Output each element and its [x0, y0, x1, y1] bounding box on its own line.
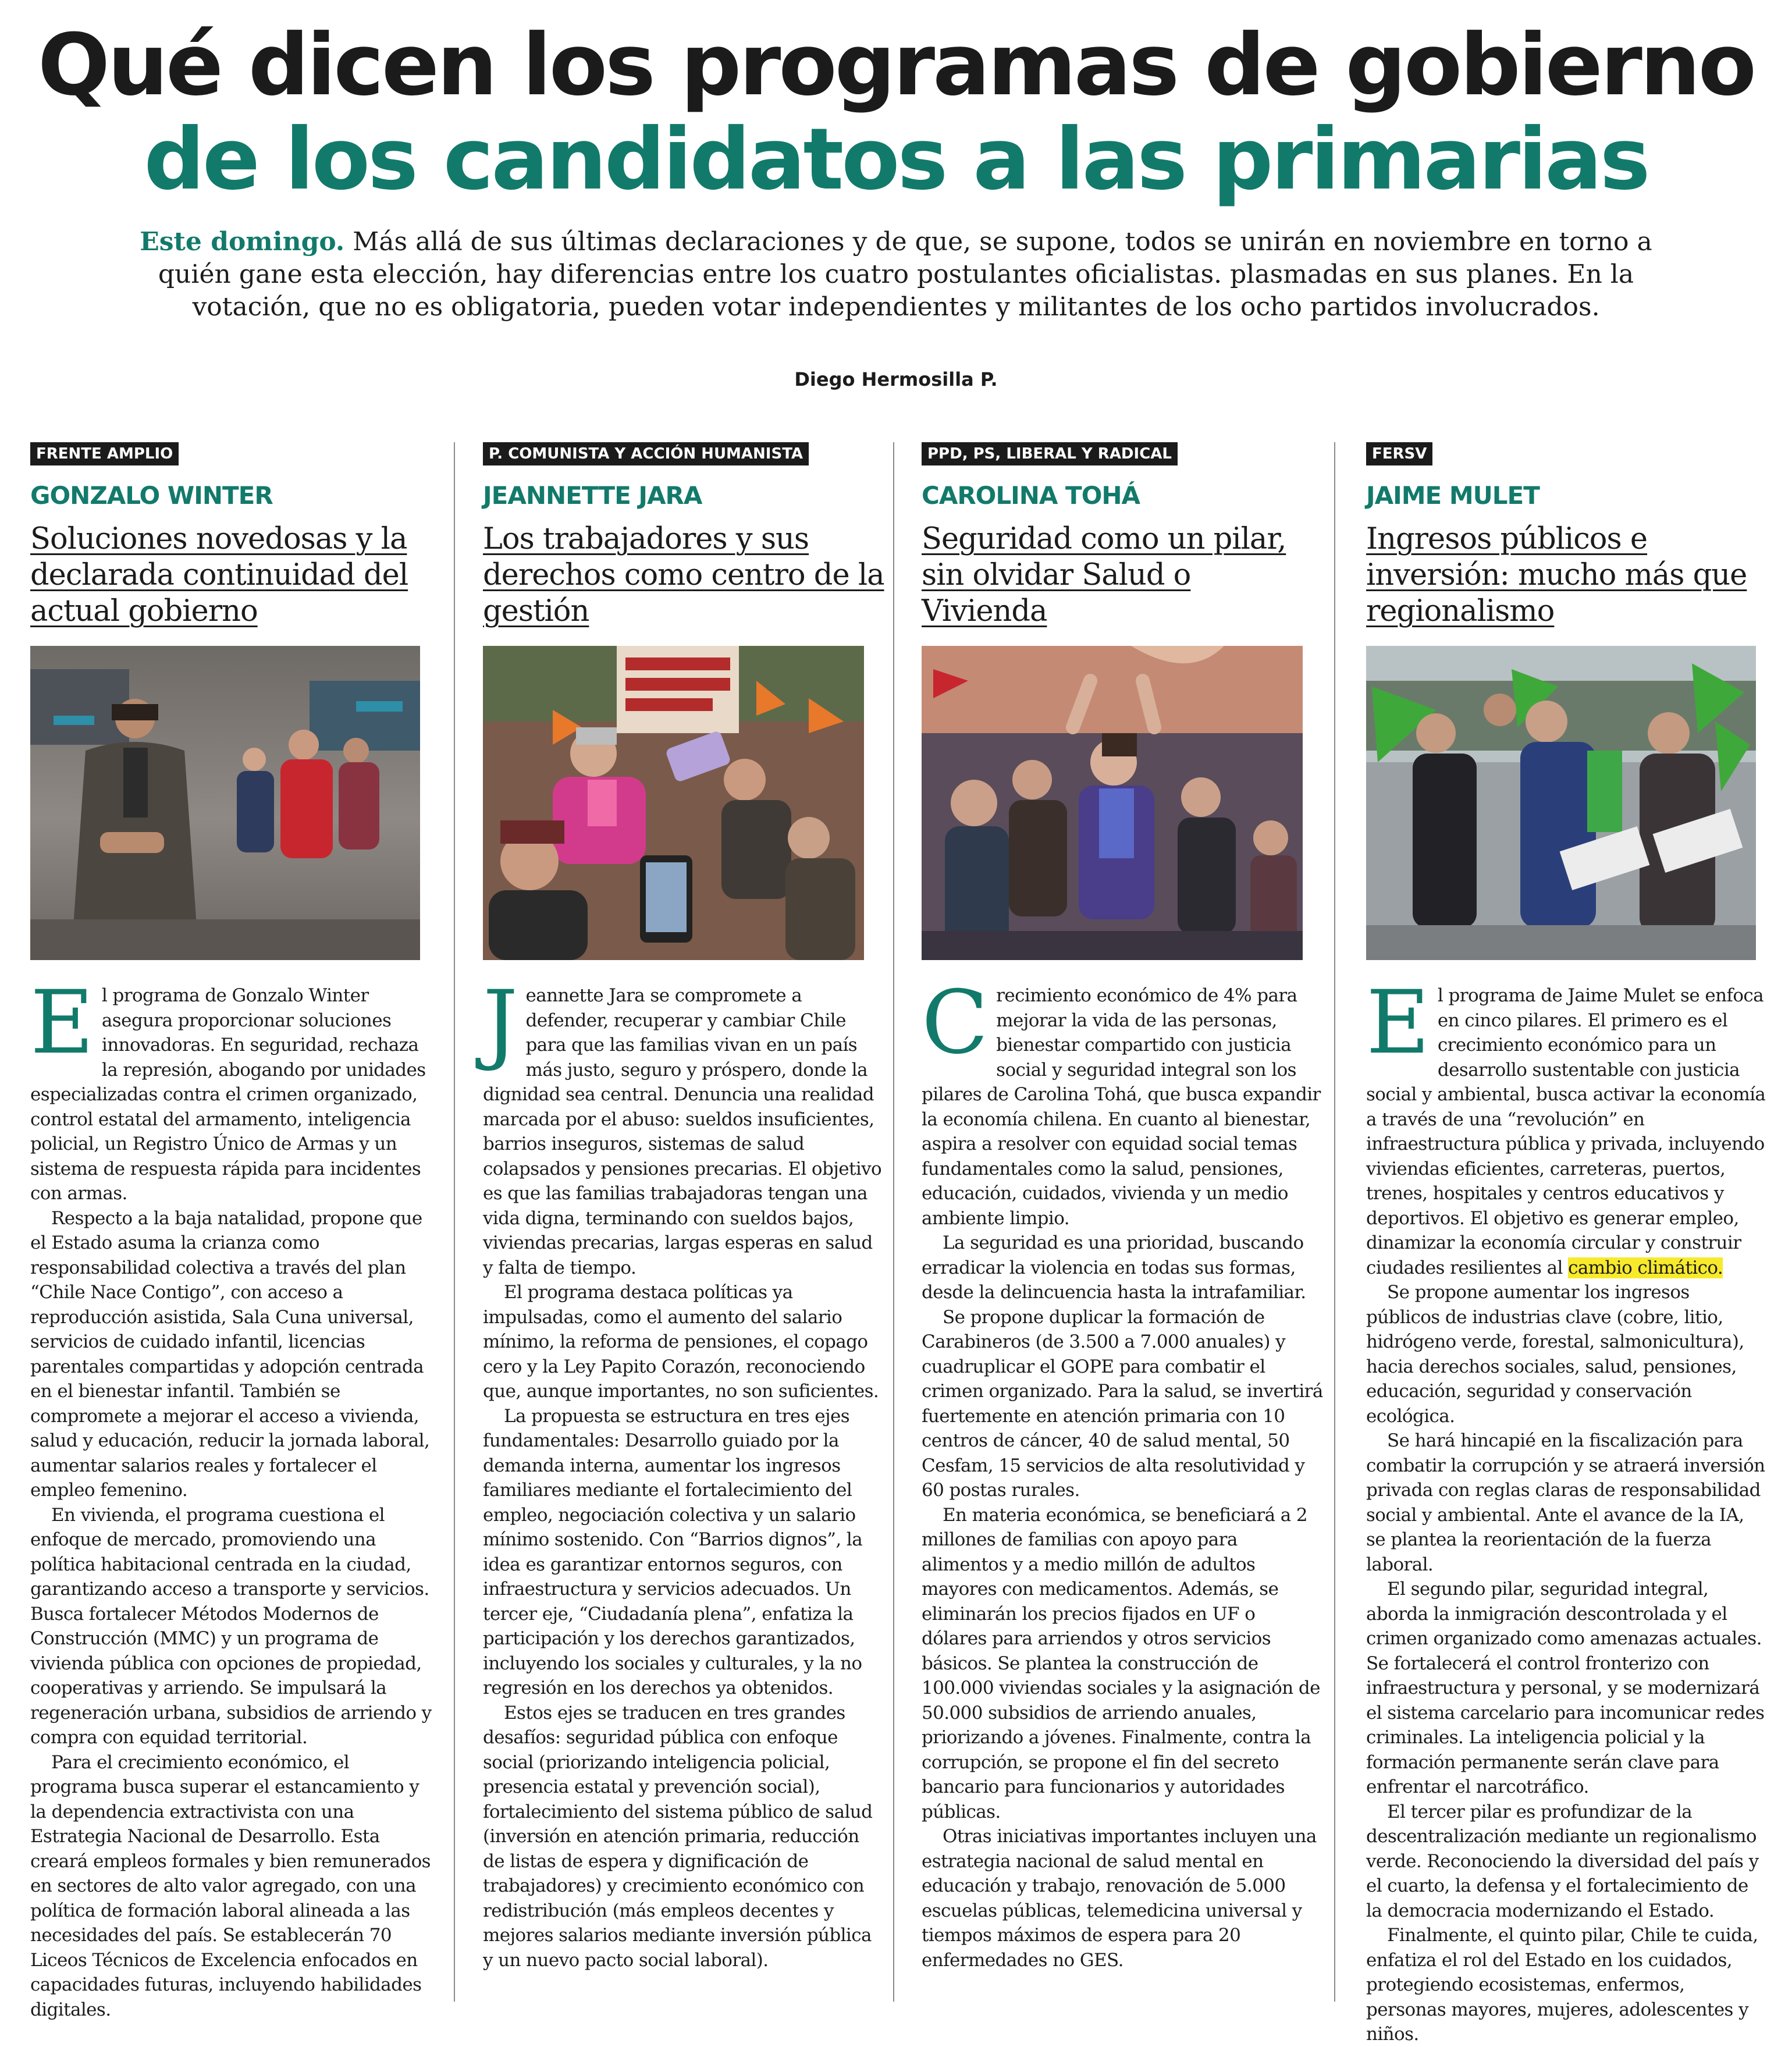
body-paragraph: Para el crecimiento económico, el programa busca superar el estancamiento y la dependencia extractivista con una Estrategia Nacional de Desarrollo. Esta creará empleos formales y bien remunerados en sectores de alto valor agregado, con una política de formación laboral alineada a las necesidades del país. Se establecerán 70 Liceos Técnicos de Excelencia enfocados en capacidades futuras, incluyendo habilidades digitales. [30, 1751, 431, 2020]
column-body [483, 972, 884, 1973]
body-paragraph: Crecimiento económico de 4% para mejorar la vida de las personas, bienestar compartido con justicia social y seguridad integral son los pilares de Carolina Tohá, que busca expandir la economía chilena. En cuanto al bienestar, aspira a resolver con equidad social temas fundamentales como la salud, pensiones, educación, cuidados, vivienda y un medio ambiente limpio. [922, 972, 1321, 1229]
body-paragraph: En materia económica, se beneficiará a 2 millones de familias con apoyo para alimentos y a medio millón de adultos mayores con medicamentos. Además, se eliminarán los precios fijados en UF o dólares para arriendos y otros servicios básicos. Se plantea la construcción de 100.000 viviendas sociales y la asignación de 50.000 subsidios de arriendo anuales, priorizando a jóvenes. Finalmente, contra la corrupción, se propone el fin del secreto bancario para funcionarios y autoridades públicas. [922, 1504, 1320, 1822]
rally-photo-icon [30, 646, 420, 960]
column-headline: Los trabajadores y sus derechos como centro de la gestión [483, 522, 884, 628]
column-body [1366, 972, 1768, 2045]
candidate-column-jara [483, 442, 884, 2013]
column-headline: Seguridad como un pilar, sin olvidar Salud o Vivienda [922, 522, 1286, 628]
body-paragraph: El programa destaca políticas ya impulsadas, como el aumento del salario mínimo, la reforma de pensiones, el copago cero y la Ley Papito Corazón, reconociendo que, aunque importantes, no son suficientes. [483, 1282, 879, 1402]
article-title-line-1: Qué dicen los programas de gobierno [37, 16, 1755, 115]
candidate-photo [1366, 646, 1756, 960]
drop-cap: E [1366, 972, 1430, 1074]
candidate-name: CAROLINA TOHÁ [922, 481, 1140, 510]
drop-cap: C [922, 972, 989, 1074]
candidate-photo [483, 646, 864, 960]
body-paragraph: El tercer pilar es profundizar de la descentralización mediante un regionalismo verde. Reconociendo la diversidad del país y el cuarto, la defensa y el fortalecimiento de la democracia modernizando el Estado. [1366, 1801, 1759, 1921]
body-paragraph: Finalmente, el quinto pilar, Chile te cuida, enfatiza el rol del Estado en los cuidados, protegiendo ecosistemas, enfermos, personas mayores, mujeres, adolescentes y niños. [1366, 1925, 1758, 2045]
body-paragraph: Estos ejes se traducen en tres grandes desafíos: seguridad pública con enfoque social (priorizando inteligencia policial, presencia estatal y prevención social), fortalecimiento del sistema público de salud (inversión en atención primaria, reducción de listas de espera y dignificación de trabajadores) y crecimiento económico con redistribución (más empleos decentes y mejores salarios mediante inversión pública y un nuevo pacto social laboral). [483, 1702, 873, 1971]
candidate-name: JEANNETTE JARA [483, 481, 702, 510]
drop-cap: E [30, 972, 94, 1074]
body-paragraph: Otras iniciativas importantes incluyen una estrategia nacional de salud mental en educación y trabajo, renovación de 5.000 escuelas públicas, telemedicina universal y tiempos máximos de espera para 20 enfermedades no GES. [922, 1826, 1317, 1971]
article-title-line-2: de los candidatos a las primarias [144, 110, 1648, 209]
body-paragraph: Jeannette Jara se compromete a defender, recuperar y cambiar Chile para que las familias vivan en un país más justo, seguro y próspero, donde la dignidad sea central. Denuncia una realidad marcada por el abuso: sueldos insuficientes, barrios inseguros, sistemas de salud colapsados y pensiones precarias. El objetivo es que las familias trabajadoras tengan una vida digna, terminando con sueldos bajos, viviendas precarias, largas esperas en salud y falta de tiempo. [483, 972, 882, 1278]
lead-label: Este domingo. [140, 227, 345, 257]
column-divider [454, 442, 455, 2002]
column-headline: Ingresos públicos e inversión: mucho más que regionalismo [1366, 522, 1747, 628]
party-tag: P. COMUNISTA Y ACCIÓN HUMANISTA [483, 442, 809, 465]
candidate-column-toha [922, 442, 1323, 2013]
candidate-name: JAIME MULET [1366, 481, 1539, 510]
column-divider [893, 442, 894, 2002]
lead-text: Más allá de sus últimas declaraciones y de que, se supone, todos se unirán en noviembre en torno a quién gane esta elección, hay diferencias entre los cuatro postulantes oficialistas. plasmadas en sus planes. En la votación, que no es obligatoria, pueden votar independientes y militantes de los ocho partidos involucrados. [158, 227, 1652, 322]
column-body [30, 972, 432, 2020]
party-tag: FERSV [1366, 442, 1432, 465]
party-tag: FRENTE AMPLIO [30, 442, 179, 465]
column-body [922, 972, 1323, 1973]
rally-photo-icon [1366, 646, 1756, 960]
body-paragraph: Se propone aumentar los ingresos públicos de industrias clave (cobre, litio, hidrógeno verde, forestal, salmonicultura), hacia derechos sociales, salud, pensiones, educación, seguridad y conservación ecológica. [1366, 1282, 1744, 1427]
byline: Diego Hermosilla P. [794, 368, 998, 390]
body-paragraph: La seguridad es una prioridad, buscando erradicar la violencia en todas sus formas, desde la delincuencia hasta la intrafamiliar. [922, 1232, 1306, 1303]
body-paragraph: Respecto a la baja natalidad, propone que el Estado asuma la crianza como responsabilidad colectiva a través del plan “Chile Nace Contigo”, con acceso a reproducción asistida, Sala Cuna universal, servicios de cuidado infantil, licencias parentales compartidas y adopción centrada en el bienestar infantil. También se compromete a mejorar el acceso a vivienda, salud y educación, reducir la jornada laboral, aumentar salarios reales y fortalecer el empleo femenino. [30, 1207, 430, 1501]
highlighted-text: cambio climático. [1568, 1257, 1723, 1278]
candidate-photo [922, 646, 1303, 960]
body-paragraph: La propuesta se estructura en tres ejes fundamentales: Desarrollo guiado por la demanda interna, aumentar los ingresos familiares mediante el fortalecimiento del empleo, negociación colectiva y un salario mínimo sostenido. Con “Barrios dignos”, la idea es garantizar entornos seguros, con infraestructura y servicios adecuados. Un tercer eje, “Ciudadanía plena”, enfatiza la participación y los derechos garantizados, incluyendo los sociales y culturales, y la no regresión en los derechos ya obtenidos. [483, 1405, 863, 1698]
candidate-column-mulet [1366, 442, 1768, 2045]
rally-photo-icon [483, 646, 864, 960]
body-paragraph: El programa de Jaime Mulet se enfoca en cinco pilares. El primero es el crecimiento económico para un desarrollo sustentable con justicia social y ambiental, busca activar la economía a través de una “revolución” en infraestructura pública y privada, incluyendo viviendas eficientes, carreteras, puertos, trenes, hospitales y centros educativos y deportivos. El objetivo es generar empleo, dinamizar la economía circular y construir ciudades resilientes al cambio climático. [1366, 972, 1766, 1278]
body-paragraph: En vivienda, el programa cuestiona el enfoque de mercado, promoviendo una política habitacional centrada en la ciudad, garantizando acceso a transporte y servicios. Busca fortalecer Métodos Modernos de Construcción (MMC) y un programa de vivienda pública con opciones de propiedad, cooperativas y arriendo. Se impulsará la regeneración urbana, subsidios de arriendo y compra con equidad territorial. [30, 1504, 432, 1748]
candidate-column-winter [30, 442, 432, 2020]
body-paragraph: El segundo pilar, seguridad integral, aborda la inmigración descontrolada y el crimen organizado como amenazas actuales. Se fortalecerá el control fronterizo con infraestructura y personal, y se modernizará el sistema carcelario para incomunicar redes criminales. La inteligencia policial y la formación permanente serán clave para enfrentar el narcotráfico. [1366, 1579, 1765, 1797]
body-paragraph: Se hará hincapié en la fiscalización para combatir la corrupción y se atraerá inversión privada con reglas claras de responsabilidad social y ambiental. Ante el avance de la IA, se plantea la reorientación de la fuerza laboral. [1366, 1430, 1765, 1575]
candidate-photo [30, 646, 420, 960]
column-divider [1334, 442, 1335, 2002]
drop-cap: J [483, 972, 518, 1074]
article-lead [116, 226, 1676, 324]
column-headline: Soluciones novedosas y la declarada continuidad del actual gobierno [30, 522, 408, 628]
body-paragraph: Se propone duplicar la formación de Carabineros (de 3.500 a 7.000 anuales) y cuadruplicar el GOPE para combatir el crimen organizado. Para la salud, se invertirá fuertemente en atención primaria con 10 centros de cáncer, 40 de salud mental, 50 Cesfam, 15 servicios de alta resolutividad y 60 postas rurales. [922, 1306, 1323, 1501]
candidate-name: GONZALO WINTER [30, 481, 273, 510]
party-tag: PPD, PS, LIBERAL Y RADICAL [922, 442, 1178, 465]
body-paragraph: El programa de Gonzalo Winter asegura proporcionar soluciones innovadoras. En seguridad, rechaza la represión, abogando por unidades especializadas contra el crimen organizado, control estatal del armamento, inteligencia policial, un Registro Único de Armas y un sistema de respuesta rápida para incidentes con armas. [30, 972, 426, 1204]
rally-photo-icon [922, 646, 1303, 960]
